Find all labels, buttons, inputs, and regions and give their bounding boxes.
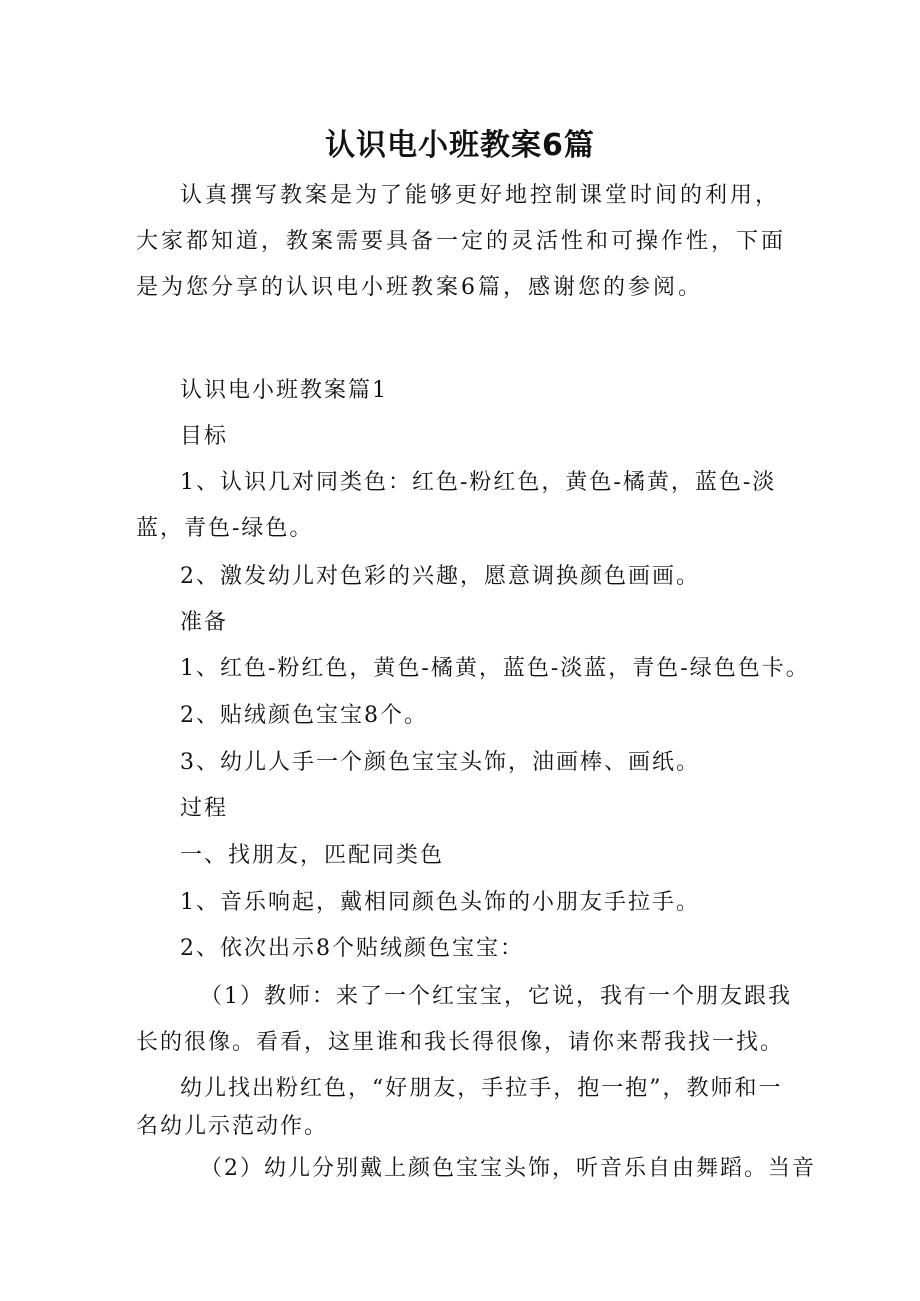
sub-step-1: （1）教师：来了一个红宝宝，它说，我有一个朋友跟我长的很像。看看，这里谁和我长得很像，请你来帮我找一找。 [136, 984, 792, 1055]
prep-item-2: 2、贴绒颜色宝宝8个。 [180, 703, 428, 728]
prep-heading: 准备 [180, 610, 229, 635]
sub-step-1-note: 幼儿找出粉红色，“好朋友，手拉手，抱一抱”，教师和一名幼儿示范动作。 [136, 1076, 783, 1139]
goal-item-1: 1、认识几对同类色：红色-粉红色，黄色-橘黄，蓝色-淡蓝，青色-绿色。 [136, 470, 777, 541]
section-heading: 认识电小班教案篇1 [180, 378, 388, 403]
intro-paragraph: 认真撰写教案是为了能够更好地控制课堂时间的利用，大家都知道，教案需要具备一定的灵活性和可操作性，下面是为您分享的认识电小班教案6篇，感谢您的参阅。 [136, 183, 787, 300]
process-heading: 过程 [180, 796, 229, 821]
step-1-heading: 一、找朋友，匹配同类色 [180, 843, 445, 868]
goal-heading: 目标 [180, 424, 229, 449]
sub-step-2: （2）幼儿分别戴上颜色宝宝头饰，听音乐自由舞蹈。当音 [200, 1156, 816, 1181]
goal-item-2: 2、激发幼儿对色彩的兴趣，愿意调换颜色画画。 [180, 564, 700, 589]
document-title: 认识电小班教案6篇 [325, 128, 595, 163]
step-1-item-2: 2、依次出示8个贴绒颜色宝宝： [180, 936, 524, 961]
prep-item-3: 3、幼儿人手一个颜色宝宝头饰，油画棒、画纸。 [180, 750, 700, 775]
prep-item-1: 1、红色-粉红色，黄色-橘黄，蓝色-淡蓝，青色-绿色色卡。 [180, 656, 810, 681]
step-1-item-1: 1、音乐响起，戴相同颜色头饰的小朋友手拉手。 [180, 890, 700, 915]
